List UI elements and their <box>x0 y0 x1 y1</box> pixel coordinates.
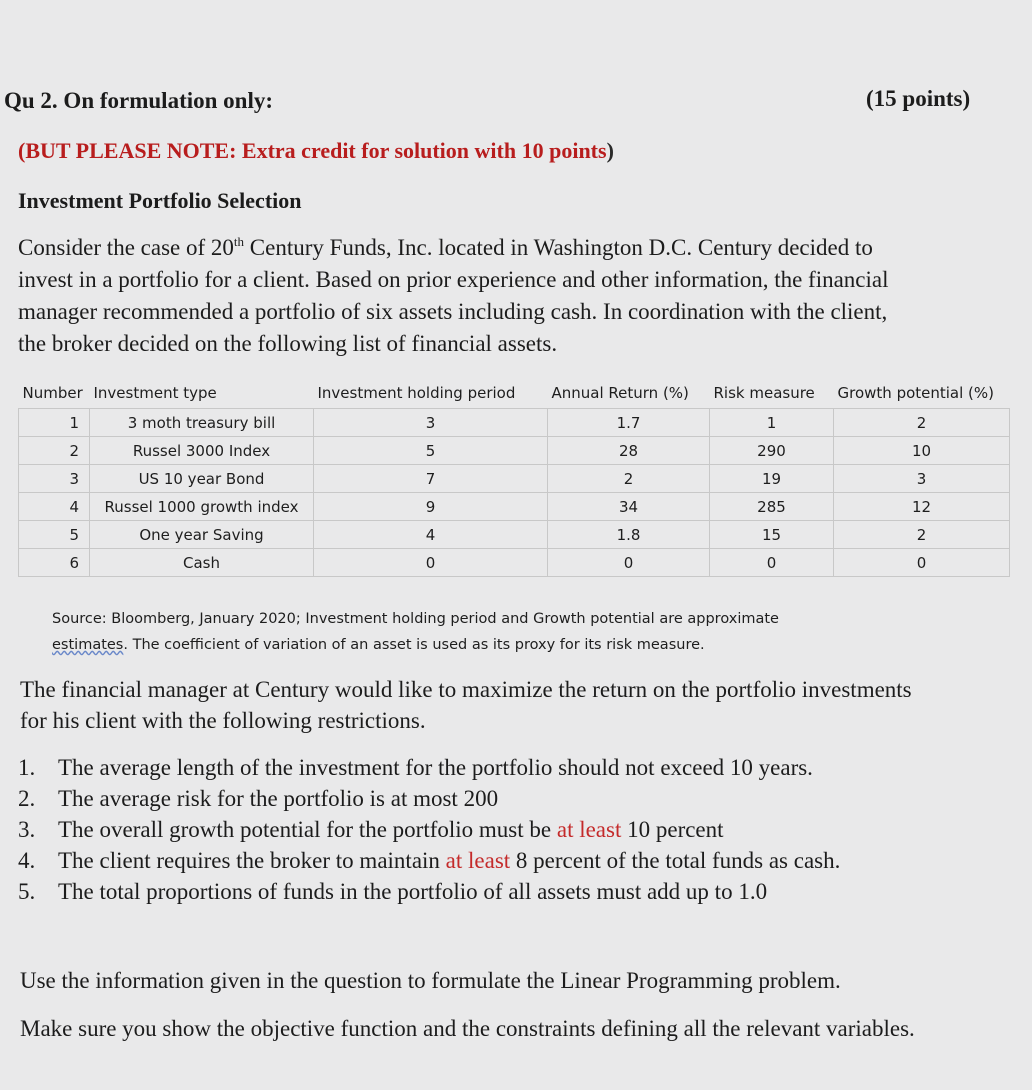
section-title: Investment Portfolio Selection <box>18 188 302 213</box>
cell-growth: 2 <box>834 409 1010 437</box>
list-number: 3. <box>18 817 36 842</box>
cell-number: 3 <box>19 465 90 493</box>
cell-growth: 10 <box>834 437 1010 465</box>
cell-return: 1.8 <box>548 521 710 549</box>
intro-line-4: the broker decided on the following list of financial assets. <box>18 331 558 356</box>
list-number: 1. <box>18 755 36 780</box>
list-item <box>18 876 840 907</box>
cell-return: 28 <box>548 437 710 465</box>
list-number: 4. <box>18 848 36 873</box>
restriction-text-post: 8 percent of the total funds as cash. <box>510 848 841 873</box>
cell-type: Russel 3000 Index <box>90 437 314 465</box>
closing-line-1: Use the information given in the question to formulate the Linear Programming problem. <box>20 968 841 993</box>
cell-risk: 290 <box>710 437 834 465</box>
list-item <box>18 814 840 845</box>
restriction-text: The average length of the investment for the portfolio should not exceed 10 years. <box>58 755 813 780</box>
cell-growth: 3 <box>834 465 1010 493</box>
cell-holding: 3 <box>314 409 548 437</box>
table-row <box>19 493 1010 521</box>
table-spacer-row <box>19 577 1010 600</box>
cell-type: One year Saving <box>90 521 314 549</box>
list-number: 2. <box>18 786 36 811</box>
cell-risk: 1 <box>710 409 834 437</box>
restriction-highlight: at least <box>445 848 511 873</box>
cell-type: 3 moth treasury bill <box>90 409 314 437</box>
col-header-growth: Growth potential (%) <box>837 384 995 402</box>
cell-type: Cash <box>90 549 314 577</box>
cell-return: 0 <box>548 549 710 577</box>
cell-holding: 7 <box>314 465 548 493</box>
restriction-text: The average risk for the portfolio is at most 200 <box>58 786 499 811</box>
cell-risk: 15 <box>710 521 834 549</box>
list-item <box>18 783 840 814</box>
col-header-number: Number <box>22 384 83 402</box>
table-row <box>19 549 1010 577</box>
table-row <box>19 465 1010 493</box>
table-row <box>19 437 1010 465</box>
cell-number: 2 <box>19 437 90 465</box>
cell-holding: 0 <box>314 549 548 577</box>
restrictions-list <box>18 752 840 907</box>
restriction-text-post: 10 percent <box>621 817 724 842</box>
extra-credit-close: ) <box>606 138 614 163</box>
cell-growth: 12 <box>834 493 1010 521</box>
list-item <box>18 752 840 783</box>
intro-line-3: manager recommended a portfolio of six assets including cash. In coordination with the client, <box>18 299 888 324</box>
table-row <box>19 409 1010 437</box>
intro-line-1-post: Century Funds, Inc. located in Washington D.C. Century decided to <box>244 235 873 260</box>
restriction-highlight: at least <box>556 817 622 842</box>
intro-line-1-pre: Consider the case of 20 <box>18 235 234 260</box>
source-line-1: Source: Bloomberg, January 2020; Investment holding period and Growth potential are approximate <box>52 611 779 627</box>
objective-line-1: The financial manager at Century would like to maximize the return on the portfolio investments <box>20 677 912 702</box>
cell-return: 34 <box>548 493 710 521</box>
extra-credit-text: (BUT PLEASE NOTE: Extra credit for solution with 10 points <box>18 138 607 163</box>
extra-credit-note <box>18 138 614 164</box>
source-note <box>52 606 952 658</box>
closing-line-2: Make sure you show the objective function and the constraints defining all the relevant variables. <box>20 1016 915 1041</box>
restriction-text: The client requires the broker to maintain <box>58 848 446 873</box>
intro-line-2: invest in a portfolio for a client. Based on prior experience and other information, the financial <box>18 267 889 292</box>
cell-return: 2 <box>548 465 710 493</box>
asset-table <box>18 378 1010 599</box>
cell-risk: 285 <box>710 493 834 521</box>
cell-number: 6 <box>19 549 90 577</box>
cell-risk: 19 <box>710 465 834 493</box>
objective-line-2: for his client with the following restrictions. <box>20 708 426 733</box>
cell-holding: 5 <box>314 437 548 465</box>
col-header-risk: Risk measure <box>713 384 815 402</box>
col-header-holding: Investment holding period <box>317 384 516 402</box>
spellcheck-word: estimates <box>52 637 124 653</box>
col-header-return: Annual Return (%) <box>551 384 689 402</box>
list-item <box>18 845 840 876</box>
source-line-2 <box>52 632 952 658</box>
list-number: 5. <box>18 879 36 904</box>
cell-growth: 0 <box>834 549 1010 577</box>
intro-line-1 <box>18 232 1008 264</box>
cell-holding: 4 <box>314 521 548 549</box>
cell-risk: 0 <box>710 549 834 577</box>
cell-holding: 9 <box>314 493 548 521</box>
cell-number: 4 <box>19 493 90 521</box>
restriction-text: The total proportions of funds in the portfolio of all assets must add up to 1.0 <box>58 879 768 904</box>
cell-number: 5 <box>19 521 90 549</box>
source-line-2-rest: . The coefficient of variation of an asset is used as its proxy for its risk measure. <box>123 637 705 653</box>
cell-type: US 10 year Bond <box>90 465 314 493</box>
restriction-text: The overall growth potential for the portfolio must be <box>58 817 557 842</box>
question-title: Qu 2. On formulation only: <box>4 88 274 113</box>
cell-growth: 2 <box>834 521 1010 549</box>
cell-type: Russel 1000 growth index <box>90 493 314 521</box>
question-points: (15 points) <box>866 86 971 111</box>
intro-paragraph <box>18 232 1008 360</box>
cell-number: 1 <box>19 409 90 437</box>
objective-paragraph <box>20 674 1020 736</box>
cell-return: 1.7 <box>548 409 710 437</box>
col-header-type: Investment type <box>93 384 217 402</box>
table-row <box>19 521 1010 549</box>
ordinal-suffix: th <box>233 234 245 249</box>
asset-table-header <box>19 378 1010 409</box>
